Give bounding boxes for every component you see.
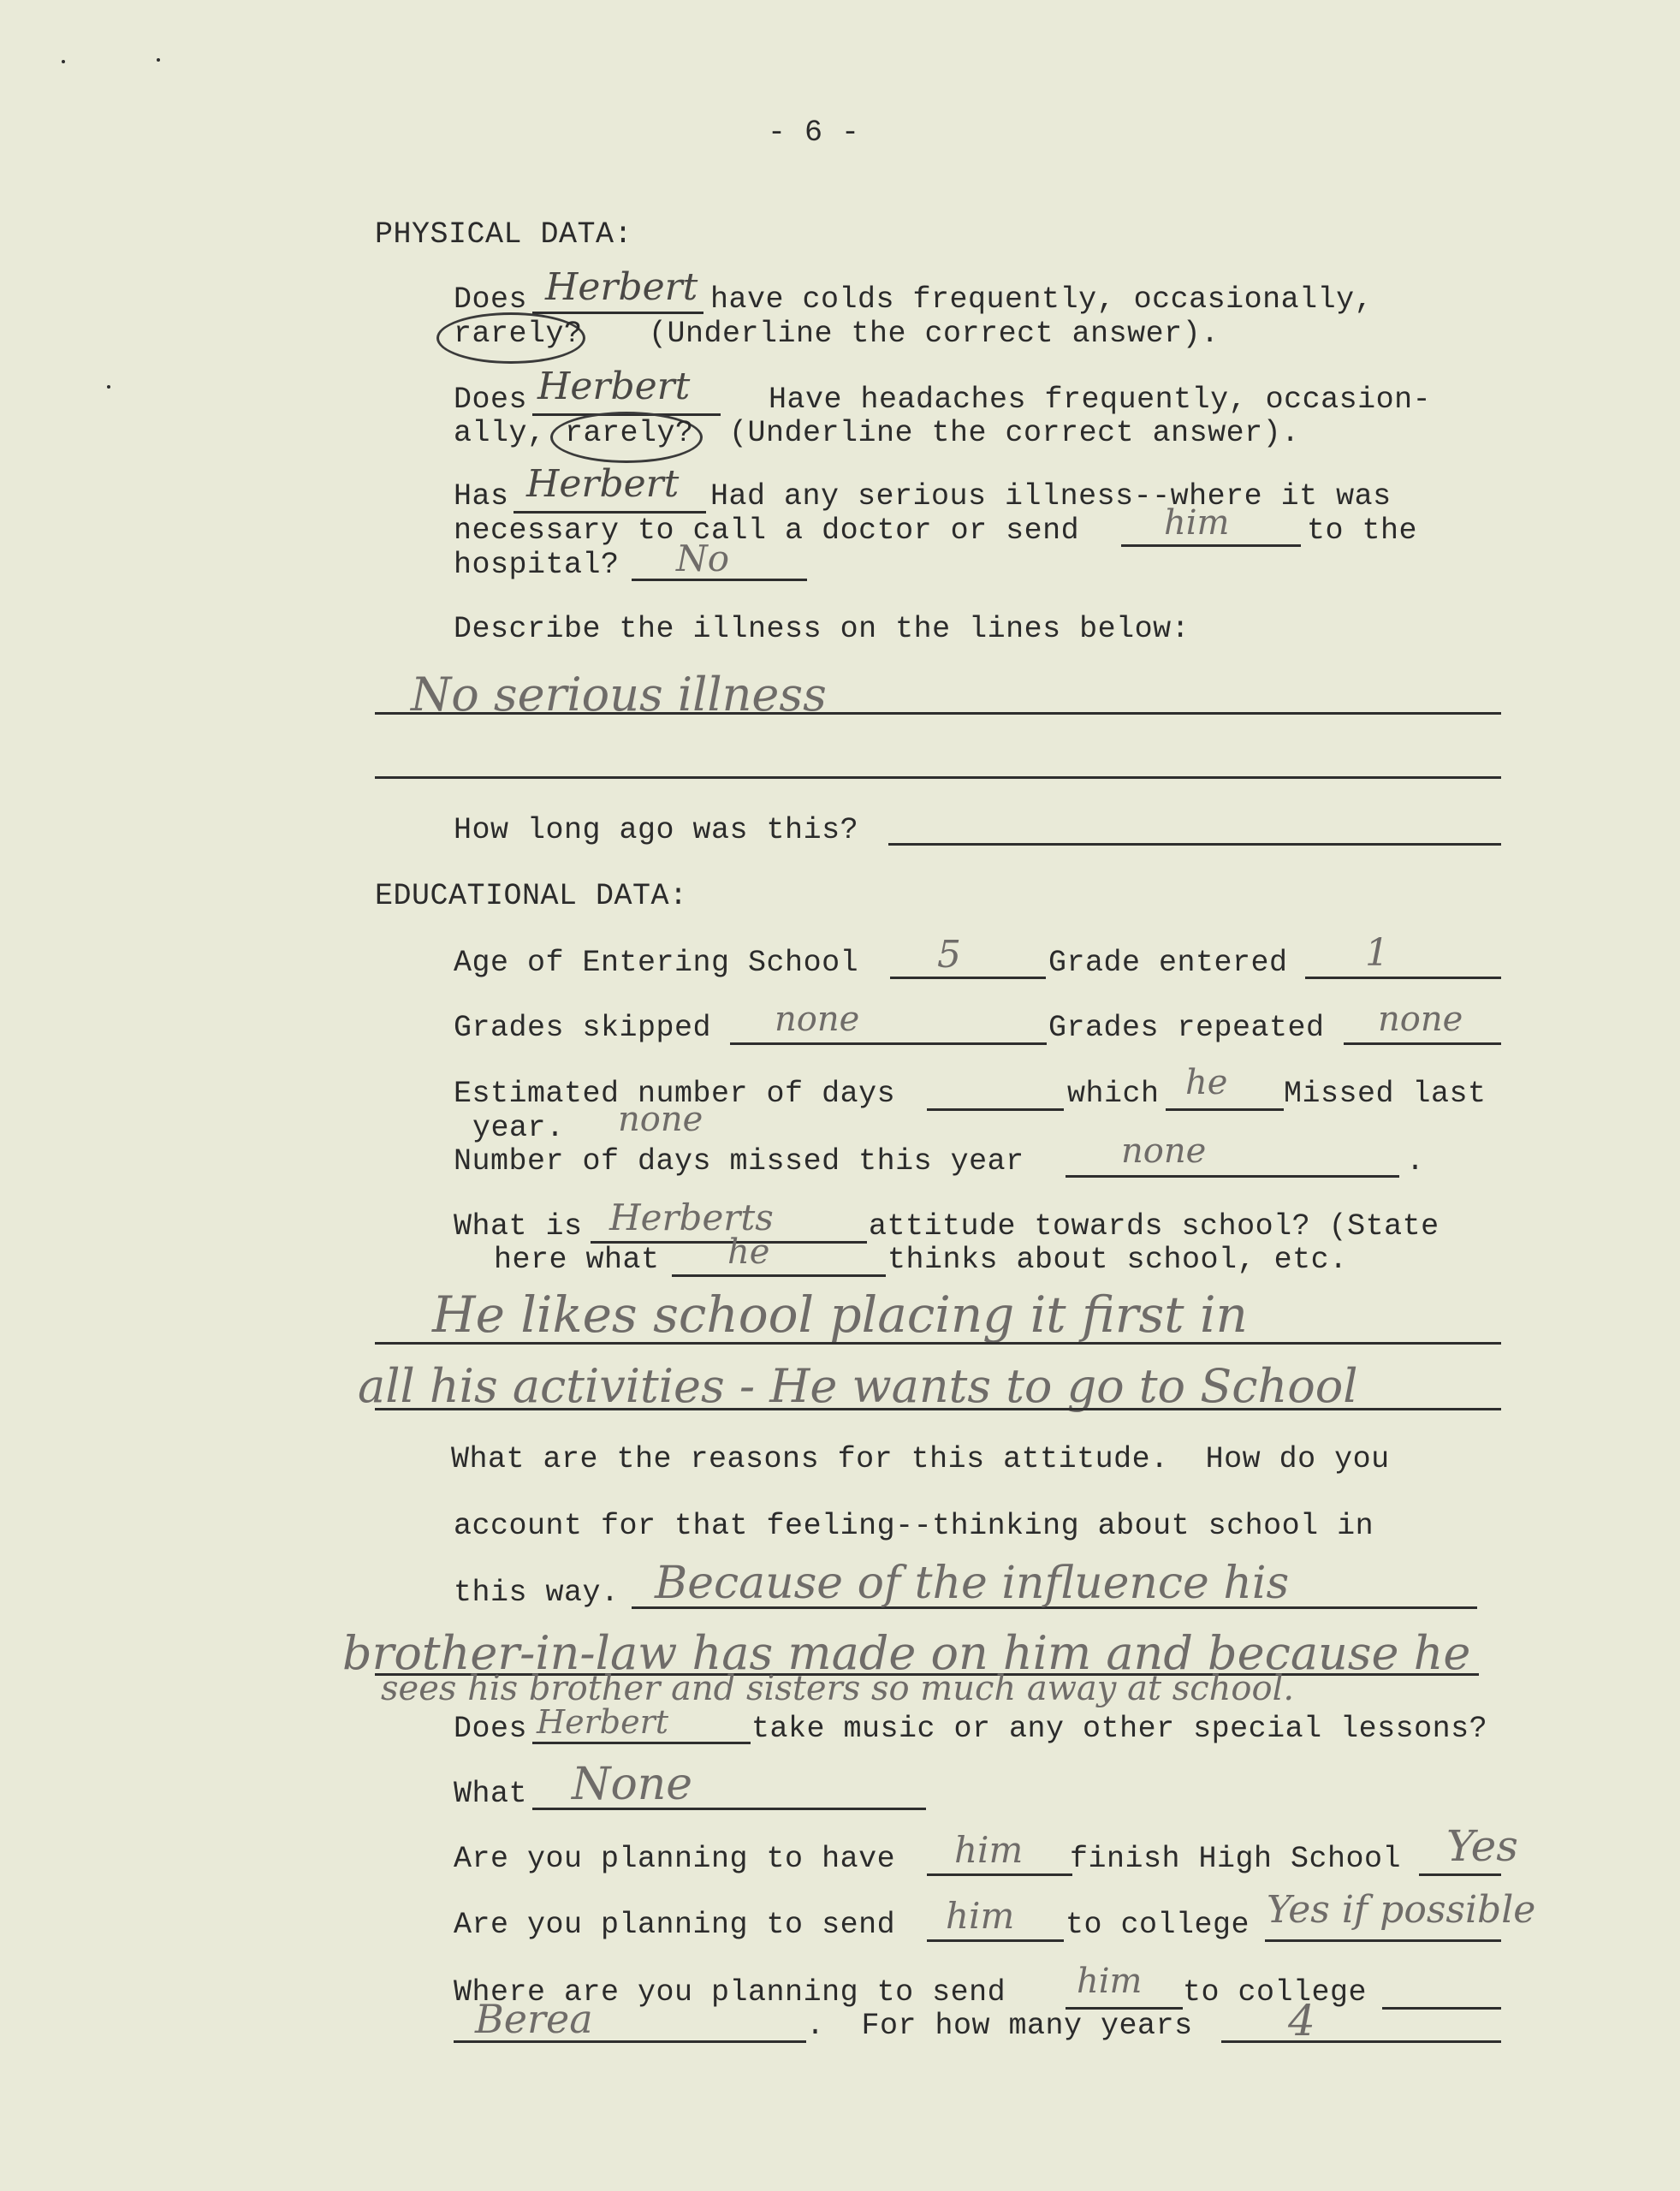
scan-speck bbox=[157, 58, 160, 62]
headaches-instruction: (Underline the correct answer). bbox=[729, 416, 1300, 450]
lessons-name-answer: Herbert bbox=[537, 1703, 669, 1741]
high-school-pronoun-line bbox=[927, 1873, 1072, 1876]
attitude-name-answer: Herberts bbox=[609, 1196, 774, 1238]
illness-name-answer: Herbert bbox=[526, 462, 680, 506]
repeated-line bbox=[1344, 1042, 1501, 1045]
high-school-pronoun-answer: him bbox=[954, 1829, 1024, 1871]
where-line bbox=[1382, 2007, 1501, 2010]
illness-pronoun-answer: him bbox=[1164, 503, 1230, 543]
high-school-answer: Yes bbox=[1446, 1821, 1518, 1871]
where-post: to college bbox=[1183, 1975, 1368, 2010]
missed-count-line bbox=[927, 1108, 1064, 1111]
page-number: - 6 - bbox=[768, 116, 860, 150]
attitude-answer-line-1: He likes school placing it first in bbox=[432, 1286, 1248, 1344]
describe-line-1 bbox=[375, 712, 1501, 715]
this-year-line bbox=[1066, 1175, 1399, 1178]
age-label: Age of Entering School bbox=[454, 946, 859, 980]
headaches-does: Does bbox=[454, 383, 528, 417]
headaches-ally: ally, bbox=[454, 416, 546, 450]
age-answer: 5 bbox=[937, 933, 961, 977]
colds-name-answer: Herbert bbox=[545, 265, 698, 309]
attitude-line-2 bbox=[375, 1408, 1501, 1410]
college-line bbox=[1265, 1939, 1501, 1942]
what-label: What bbox=[454, 1777, 528, 1811]
what-answer: None bbox=[572, 1759, 693, 1810]
where-answer: Berea bbox=[475, 1996, 593, 2042]
headaches-name-answer: Herbert bbox=[537, 365, 691, 408]
high-school-pre: Are you planning to have bbox=[454, 1842, 896, 1876]
colds-rarely: rarely? bbox=[454, 317, 583, 351]
attitude-pronoun-line bbox=[672, 1274, 886, 1277]
reasons-answer-line-3: sees his brother and sisters so much away at school. bbox=[381, 1669, 1295, 1708]
physical-data-heading: PHYSICAL DATA: bbox=[375, 217, 633, 252]
high-school-post: finish High School bbox=[1070, 1842, 1402, 1876]
illness-to-the: to the bbox=[1307, 514, 1418, 548]
attitude-label: What is bbox=[454, 1209, 583, 1244]
where-pronoun-answer: him bbox=[1077, 1962, 1143, 2001]
reasons-line-2: account for that feeling--thinking about school in bbox=[454, 1509, 1374, 1543]
missed-which: which bbox=[1067, 1077, 1160, 1111]
repeated-label: Grades repeated bbox=[1048, 1011, 1325, 1045]
attitude-line-1 bbox=[375, 1342, 1501, 1345]
this-year-answer: none bbox=[1121, 1131, 1207, 1171]
illness-line2: necessary to call a doctor or send bbox=[454, 514, 1080, 548]
illness-has: Has bbox=[454, 479, 509, 514]
how-long-line bbox=[888, 843, 1501, 846]
scan-speck bbox=[62, 60, 65, 63]
repeated-answer: none bbox=[1378, 1000, 1463, 1039]
headaches-rarely: rarely? bbox=[565, 416, 694, 450]
lessons-question: take music or any other special lessons? bbox=[751, 1712, 1488, 1746]
years-answer: 4 bbox=[1288, 1996, 1315, 2046]
illness-pronoun-line bbox=[1121, 544, 1301, 547]
skipped-line bbox=[730, 1042, 1047, 1045]
this-year-end: . bbox=[1406, 1144, 1425, 1179]
attitude-pronoun-answer: he bbox=[727, 1232, 770, 1272]
this-year-label: Number of days missed this year bbox=[454, 1144, 1024, 1179]
illness-question: Had any serious illness--where it was bbox=[710, 479, 1392, 514]
describe-label: Describe the illness on the lines below: bbox=[454, 612, 1190, 646]
college-answer: Yes if possible bbox=[1267, 1888, 1536, 1932]
college-pronoun-answer: him bbox=[946, 1895, 1015, 1937]
how-long-label: How long ago was this? bbox=[454, 813, 859, 847]
where-pre: Where are you planning to send bbox=[454, 1975, 1006, 2010]
skipped-label: Grades skipped bbox=[454, 1011, 712, 1045]
lessons-name-line bbox=[532, 1742, 751, 1744]
college-pre: Are you planning to send bbox=[454, 1908, 896, 1942]
headaches-question: Have headaches frequently, occasion- bbox=[769, 383, 1432, 417]
educational-data-heading: EDUCATIONAL DATA: bbox=[375, 879, 688, 913]
attitude-here-what: here what bbox=[494, 1243, 660, 1277]
reasons-line-1: What are the reasons for this attitude. How do you bbox=[451, 1442, 1390, 1476]
illness-hospital: hospital? bbox=[454, 548, 620, 582]
colds-does: Does bbox=[454, 282, 528, 317]
missed-pronoun-line bbox=[1166, 1108, 1284, 1111]
high-school-line bbox=[1419, 1873, 1501, 1876]
illness-hospital-answer: No bbox=[676, 537, 730, 579]
grade-entered-answer: 1 bbox=[1365, 931, 1389, 975]
lessons-does: Does bbox=[454, 1712, 528, 1746]
missed-last-year-answer: none bbox=[618, 1100, 703, 1139]
missed-label: Estimated number of days bbox=[454, 1077, 896, 1111]
years-label: . For how many years bbox=[806, 2009, 1193, 2043]
colds-question: have colds frequently, occasionally, bbox=[710, 282, 1374, 317]
colds-name-line bbox=[532, 312, 703, 314]
missed-year: year. bbox=[472, 1111, 565, 1145]
age-line bbox=[890, 977, 1046, 979]
years-line bbox=[1221, 2040, 1501, 2043]
attitude-thinks: thinks about school, etc. bbox=[887, 1243, 1348, 1277]
scan-speck bbox=[107, 385, 110, 389]
missed-pronoun-answer: he bbox=[1185, 1063, 1228, 1102]
grade-entered-label: Grade entered bbox=[1048, 946, 1288, 980]
missed-last: Missed last bbox=[1284, 1077, 1487, 1111]
grade-entered-line bbox=[1305, 977, 1501, 979]
college-pronoun-line bbox=[927, 1939, 1064, 1942]
attitude-answer-line-2: all his activities - He wants to go to School bbox=[358, 1359, 1358, 1413]
colds-instruction: (Underline the correct answer). bbox=[649, 317, 1220, 351]
college-post: to college bbox=[1066, 1908, 1250, 1942]
describe-line-2 bbox=[375, 776, 1501, 779]
describe-answer: No serious illness bbox=[411, 668, 827, 721]
attitude-question: attitude towards school? (State bbox=[869, 1209, 1440, 1244]
reasons-answer-line-2: brother-in-law has made on him and because he bbox=[342, 1626, 1471, 1680]
reasons-line-3: this way. bbox=[454, 1576, 620, 1610]
reasons-answer-line-1: Because of the influence his bbox=[655, 1558, 1290, 1609]
skipped-answer: none bbox=[775, 1000, 860, 1039]
